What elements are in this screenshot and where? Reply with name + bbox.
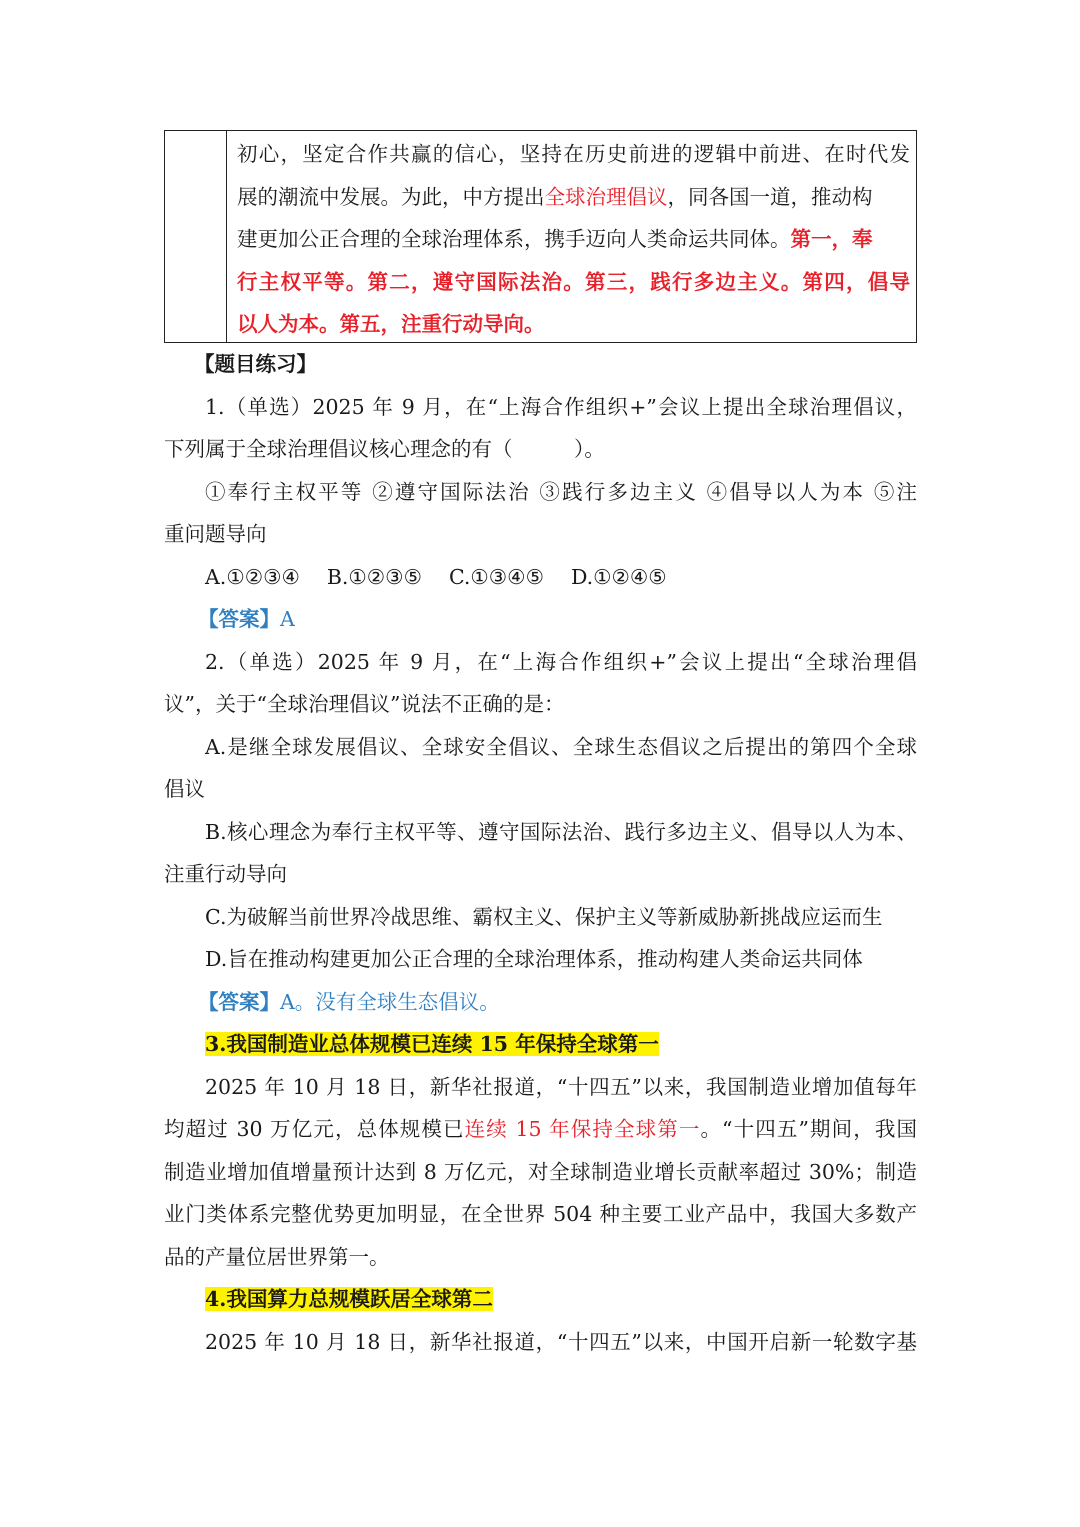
section-heading: 4.我国算力总规模跃居全球第二 bbox=[205, 1287, 493, 1311]
option-d: D.旨在推动构建更加公正合理的全球治理体系，推动构建人类命运共同体 bbox=[205, 947, 863, 971]
section-heading: 3.我国制造业总体规模已连续 15 年保持全球第一 bbox=[205, 1032, 659, 1056]
section-title: 【题目练习】 bbox=[194, 352, 317, 376]
question-items: 重问题导向 bbox=[164, 522, 267, 546]
paragraph-line: 业门类体系完整优势更加明显，在全世界 504 种主要工业产品中，我国大多数产 bbox=[164, 1202, 917, 1226]
option-c: C.为破解当前世界冷战思维、霸权主义、保护主义等新威胁新挑战应运而生 bbox=[205, 904, 883, 929]
question-1 bbox=[164, 386, 917, 641]
option-b: B.核心理念为奉行主权平等、遵守国际法治、践行多边主义、倡导以人为本、 bbox=[205, 819, 917, 844]
question-items: ①奉行主权平等 ②遵守国际法治 ③践行多边主义 ④倡导以人为本 ⑤注 bbox=[205, 479, 917, 504]
principles-text: 第一，奉 bbox=[790, 227, 873, 251]
summary-table bbox=[164, 130, 917, 343]
table-line: 建更加公正合理的全球治理体系，携手迈向人类命运共同体。第一，奉 bbox=[237, 227, 873, 251]
table-line: 初心，坚定合作共赢的信心，坚持在历史前进的逻辑中前进、在时代发 bbox=[237, 142, 910, 166]
document-page bbox=[164, 130, 917, 1363]
highlight-term: 全球治理倡议 bbox=[544, 184, 668, 209]
principles-text: 行主权平等。第二，遵守国际法治。第三，践行多边主义。第四，倡导 bbox=[237, 269, 910, 294]
answer: 【答案】A bbox=[198, 607, 295, 631]
option-b: 注重行动导向 bbox=[164, 862, 287, 886]
question-stem: 2.（单选）2025 年 9 月，在“上海合作组织+”会议上提出“全球治理倡 bbox=[205, 649, 917, 674]
paragraph-line: 品的产量位居世界第一。 bbox=[164, 1244, 390, 1269]
paragraph-line: 制造业增加值增量预计达到 8 万亿元，对全球制造业增长贡献率超过 30%；制造 bbox=[164, 1159, 917, 1184]
question-2 bbox=[164, 641, 917, 1024]
question-stem: 1.（单选）2025 年 9 月，在“上海合作组织+”会议上提出全球治理倡议， bbox=[205, 394, 917, 419]
section-3 bbox=[164, 1023, 917, 1278]
answer: 【答案】A。没有全球生态倡议。 bbox=[198, 989, 500, 1014]
table-divider bbox=[226, 131, 227, 342]
highlight-term: 连续 15 年保持全球第一 bbox=[464, 1117, 701, 1141]
paragraph-line: 均超过 30 万亿元，总体规模已连续 15 年保持全球第一。“十四五”期间，我国 bbox=[164, 1117, 917, 1141]
question-options: A.①②③④ B.①②③⑤ C.①③④⑤ D.①②④⑤ bbox=[205, 564, 667, 589]
paragraph-line: 2025 年 10 月 18 日，新华社报道，“十四五”以来，我国制造业增加值每年 bbox=[205, 1074, 917, 1099]
option-a: 倡议 bbox=[164, 777, 205, 801]
section-4 bbox=[164, 1278, 917, 1363]
question-stem: 下列属于全球治理倡议核心理念的有（ ）。 bbox=[164, 437, 605, 461]
table-content-cell bbox=[237, 133, 910, 346]
table-line: 展的潮流中发展。为此，中方提出全球治理倡议，同各国一道，推动构 bbox=[237, 184, 873, 209]
paragraph-line: 2025 年 10 月 18 日，新华社报道，“十四五”以来，中国开启新一轮数字基 bbox=[205, 1329, 917, 1354]
option-a: A.是继全球发展倡议、全球安全倡议、全球生态倡议之后提出的第四个全球 bbox=[205, 734, 917, 759]
principles-text: 以人为本。第五，注重行动导向。 bbox=[237, 312, 545, 336]
question-stem: 议”，关于“全球治理倡议”说法不正确的是： bbox=[164, 692, 565, 716]
